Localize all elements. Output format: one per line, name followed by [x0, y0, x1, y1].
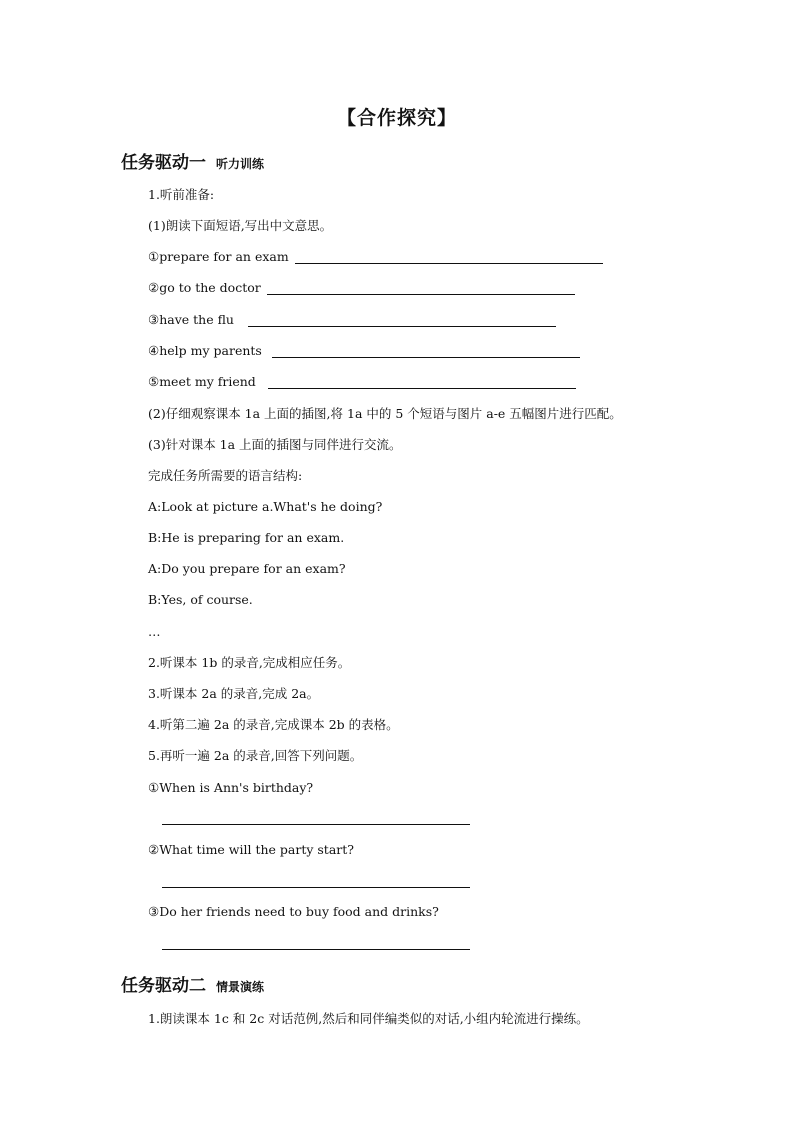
phrase-3: ③have the flu: [148, 312, 234, 327]
step2-instruction: (2)仔细观察课本 1a 上面的插图,将 1a 中的 5 个短语与图片 a-e 五幅图片进行匹配。: [148, 406, 622, 421]
question-1: ①When is Ann's birthday?: [148, 780, 314, 795]
task1-heading: [121, 148, 264, 173]
phrase-5: ⑤meet my friend: [148, 374, 256, 389]
task-item-2: 2.听课本 1b 的录音,完成相应任务。: [148, 655, 351, 670]
phrase-2: ②go to the doctor: [148, 280, 261, 295]
task2-subheading: 情景演练: [216, 980, 265, 994]
answer-blank-3[interactable]: [248, 326, 556, 327]
dialogue-line-3: A:Do you prepare for an exam?: [148, 561, 346, 576]
structure-label: 完成任务所需要的语言结构:: [148, 468, 303, 483]
phrase-1: ①prepare for an exam: [148, 249, 289, 264]
task1-subheading: 听力训练: [216, 157, 265, 171]
question-2: ②What time will the party start?: [148, 842, 354, 857]
answer-blank-1[interactable]: [295, 263, 603, 264]
question-1-answer-line[interactable]: [162, 824, 470, 825]
step1-instruction: (1)朗读下面短语,写出中文意思。: [148, 218, 333, 233]
dialogue-line-4: B:Yes, of course.: [148, 592, 253, 607]
task-item-5: 5.再听一遍 2a 的录音,回答下列问题。: [148, 748, 363, 763]
answer-blank-5[interactable]: [268, 388, 576, 389]
task1-heading-text: 任务驱动一: [121, 153, 206, 173]
task-item-4: 4.听第二遍 2a 的录音,完成课本 2b 的表格。: [148, 717, 399, 732]
task2-heading: [121, 971, 264, 996]
question-2-answer-line[interactable]: [162, 887, 470, 888]
task2-item-1: 1.朗读课本 1c 和 2c 对话范例,然后和同伴编类似的对话,小组内轮流进行操练。: [148, 1011, 589, 1026]
answer-blank-4[interactable]: [272, 357, 580, 358]
question-3: ③Do her friends need to buy food and drinks?: [148, 904, 439, 919]
dialogue-ellipsis: …: [148, 624, 161, 639]
task-item-3: 3.听课本 2a 的录音,完成 2a。: [148, 686, 320, 701]
answer-blank-2[interactable]: [267, 294, 575, 295]
dialogue-line-1: A:Look at picture a.What's he doing?: [148, 499, 383, 514]
task2-heading-text: 任务驱动二: [121, 976, 206, 996]
step3-instruction: (3)针对课本 1a 上面的插图与同伴进行交流。: [148, 437, 402, 452]
question-3-answer-line[interactable]: [162, 949, 470, 950]
page-title: 【合作探究】: [336, 107, 457, 129]
dialogue-line-2: B:He is preparing for an exam.: [148, 530, 345, 545]
prep-title: 1.听前准备:: [148, 187, 215, 202]
phrase-4: ④help my parents: [148, 343, 262, 358]
